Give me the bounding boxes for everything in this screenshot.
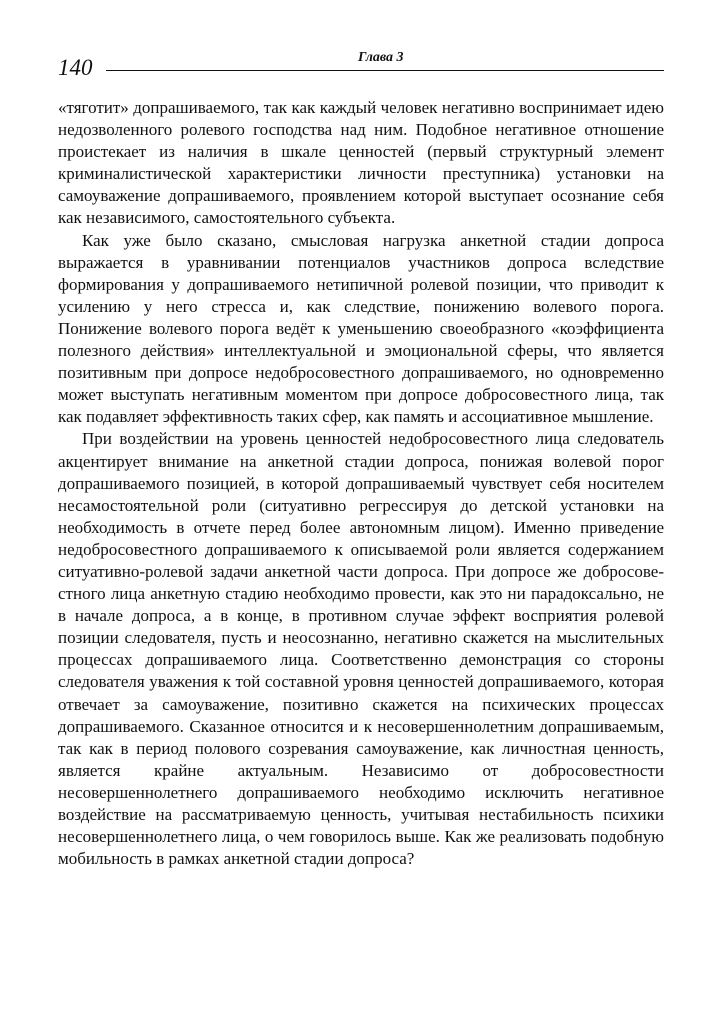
- header-rule: [106, 70, 664, 71]
- body-text: [58, 97, 664, 870]
- paragraph: При воздействии на уровень ценностей недобросовестного лица следователь акцентирует внимание на анкетной стадии допроса, понижая волевой порог допрашиваемого позицией, в которой допрашиваемый чувствует себя носителем несамостоятельной роли (ситуативно регрессируя до детской установки на необходимость в отчете перед более автономным лицом). Именно приведение недобросовестного допрашиваемого к описываемой роли является содержанием ситуативно-ролевой задачи анкетной части допроса. При допросе же добросовестного лица анкетную стадию необходимо провести, как это ни парадоксально, не в начале допроса, а в конце, в противном случае эффект восприятия ролевой позиции следователя, пусть и неосознанно, негативно скажется на мыслительных процессах допрашиваемого лица. Соответственно демонстрация со стороны следователя уважения к той составной уровня ценностей допрашиваемого, которая отвечает за самоуважение, позитивно скажется на психических процессах допрашиваемого. Сказанное относится и к несовершеннолетним допрашиваемым, так как в период полового созревания самоуважение, как личностная ценность, является крайне актуальным. Независимо от добросовестности несовершеннолетнего допрашиваемого необходимо исключить негативное воздействие на рассматриваемую ценность, учитывая нестабильность психики несовершеннолетнего лица, о чем говорилось выше. Как же реализовать подобную мобильность в рамках анкетной стадии допроса?: [58, 429, 664, 869]
- chapter-title: Глава 3: [358, 50, 404, 65]
- page-number: 140: [58, 55, 93, 80]
- paragraph: Как уже было сказано, смысловая нагрузка анкетной стадии допроса выражается в уравнивании потенциалов участников допроса вследствие формирования у допрашиваемого нетипичной ролевой позиции, что приводит к усилению у него стресса и, как следствие, понижению волевого порога. Понижение волевого порога ведёт к уменьшению своеобразного «коэффициента полезного действия» интеллектуальной и эмоциональной сферы, что является позитивным при допросе недобросовестного допрашиваемого, но одновременно может выступать негативным моментом при допросе добросовестного лица, так как подавляет эффективность таких сфер, как память и ассоциативное мышление.: [58, 230, 664, 427]
- running-header: [58, 42, 664, 82]
- paragraph-continuation: «тяготит» допрашиваемого, так как каждый человек негативно воспринимает идею недозволенного ролевого господства над ним. Подобное негативное отношение проистекает из наличия в шкале ценностей (первый структурный элемент криминалистической характеристики личности преступника) установки на самоуважение допрашиваемого, проявлением которой выступает осознание себя как независимого, самостоятельного субъекта.: [58, 98, 664, 228]
